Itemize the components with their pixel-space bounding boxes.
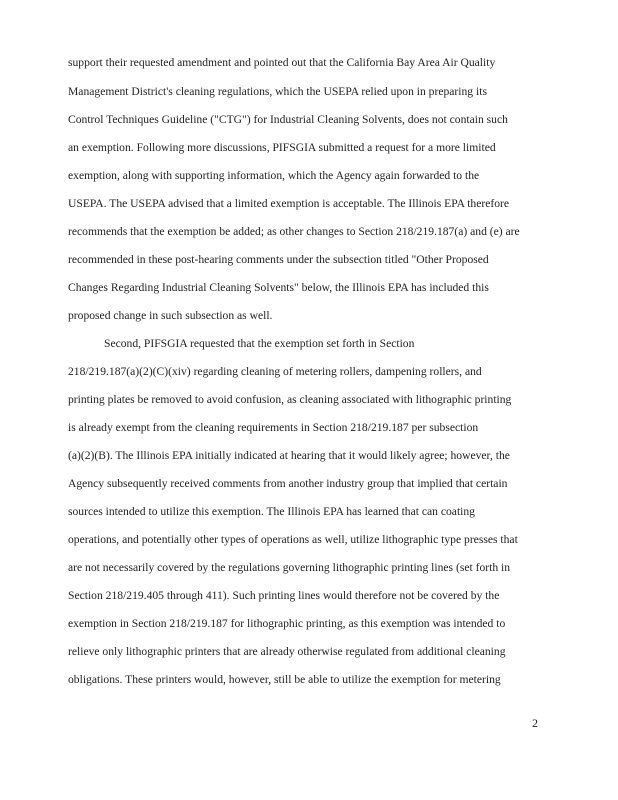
text-line: exemption, along with supporting information, which the Agency again forwarded to the — [68, 169, 480, 182]
page-number: 2 — [532, 716, 538, 730]
text-line: printing plates be removed to avoid confusion, as cleaning associated with lithographic printing — [68, 393, 512, 406]
text-line: recommended in these post-hearing comments under the subsection titled "Other Proposed — [68, 253, 489, 266]
text-line: 218/219.187(a)(2)(C)(xiv) regarding cleaning of metering rollers, dampening rollers, and — [68, 365, 482, 378]
text-line: sources intended to utilize this exemption. The Illinois EPA has learned that can coating — [68, 505, 475, 518]
text-line: exemption in Section 218/219.187 for lithographic printing, as this exemption was intended to — [68, 617, 506, 630]
text-line: Changes Regarding Industrial Cleaning Solvents" below, the Illinois EPA has included this — [68, 281, 489, 294]
text-line: operations, and potentially other types of operations as well, utilize lithographic type presses that — [68, 533, 518, 546]
text-line: USEPA. The USEPA advised that a limited exemption is acceptable. The Illinois EPA therefore — [68, 197, 510, 210]
text-line: Section 218/219.405 through 411). Such printing lines would therefore not be covered by the — [68, 589, 500, 602]
text-line: is already exempt from the cleaning requirements in Section 218/219.187 per subsection — [68, 421, 479, 434]
text-line: recommends that the exemption be added; as other changes to Section 218/219.187(a) and (e) are — [68, 225, 520, 238]
text-line: proposed change in such subsection as well. — [68, 309, 273, 322]
text-line: Agency subsequently received comments from another industry group that implied that certain — [68, 477, 508, 490]
paragraph-first-line: Second, PIFSGIA requested that the exemption set forth in Section — [104, 337, 415, 350]
text-line: (a)(2)(B). The Illinois EPA initially indicated at hearing that it would likely agree; however, the — [68, 449, 510, 462]
text-line: an exemption. Following more discussions, PIFSGIA submitted a request for a more limited — [68, 141, 496, 154]
text-line: relieve only lithographic printers that are already otherwise regulated from additional cleaning — [68, 645, 506, 658]
text-line: Control Techniques Guideline ("CTG") for Industrial Cleaning Solvents, does not contain such — [68, 113, 508, 126]
text-line: obligations. These printers would, however, still be able to utilize the exemption for metering — [68, 673, 501, 686]
text-line: support their requested amendment and pointed out that the California Bay Area Air Quality — [68, 56, 496, 69]
text-line: Management District's cleaning regulations, which the USEPA relied upon in preparing its — [68, 85, 487, 98]
text-line: are not necessarily covered by the regulations governing lithographic printing lines (set forth in — [68, 561, 511, 574]
